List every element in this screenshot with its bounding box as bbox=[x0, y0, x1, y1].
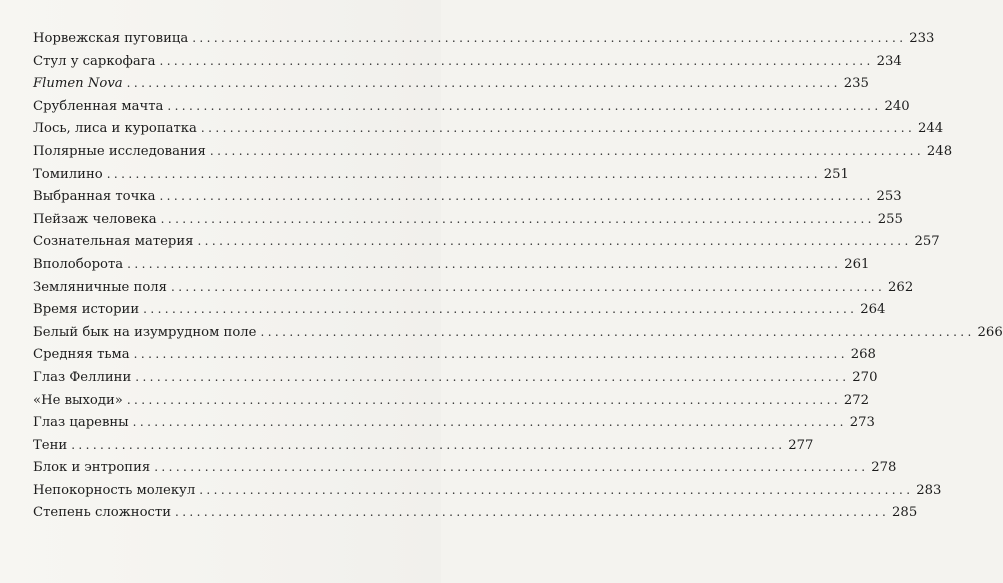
toc-entry-page-number: 257 bbox=[914, 234, 940, 250]
toc-entry bbox=[33, 343, 876, 366]
dot-leader: ................................................................................................... bbox=[127, 256, 842, 271]
toc-entry-page-number: 251 bbox=[823, 166, 849, 182]
table-of-contents bbox=[33, 27, 1003, 524]
toc-entry bbox=[33, 456, 897, 479]
toc-entry-title: Сознательная материя bbox=[33, 234, 194, 250]
toc-entry bbox=[33, 479, 942, 502]
dot-leader: ................................................................................................... bbox=[174, 505, 890, 520]
toc-entry bbox=[33, 95, 910, 118]
toc-entry-page-number: 244 bbox=[917, 121, 944, 137]
toc-entry-page-number: 248 bbox=[926, 143, 953, 159]
toc-entry-title: Непокорность молекул bbox=[33, 482, 196, 498]
toc-entry-page-number: 261 bbox=[844, 256, 870, 272]
toc-entry bbox=[33, 140, 953, 163]
toc-entry-title: Земляничные поля bbox=[33, 279, 167, 295]
toc-entry bbox=[33, 72, 869, 95]
toc-entry bbox=[33, 389, 870, 412]
dot-leader: ................................................................................................... bbox=[160, 211, 875, 226]
toc-entry-title: Стул у саркофага bbox=[33, 53, 156, 69]
toc-entry-page-number: 235 bbox=[843, 76, 869, 92]
toc-entry-title: Глаз царевны bbox=[33, 415, 129, 431]
dot-leader: ................................................................................................... bbox=[135, 369, 850, 384]
dot-leader: ................................................................................................... bbox=[132, 415, 847, 430]
dot-leader: ................................................................................................... bbox=[154, 460, 869, 475]
toc-entry-page-number: 264 bbox=[860, 302, 886, 318]
toc-entry bbox=[33, 27, 935, 50]
toc-entry-title: Лось, лиса и куропатка bbox=[33, 121, 197, 137]
toc-entry-page-number: 272 bbox=[843, 392, 870, 408]
toc-entry-title: Пейзаж человека bbox=[33, 211, 157, 227]
toc-entry-page-number: 283 bbox=[916, 482, 942, 498]
toc-entry bbox=[33, 501, 918, 524]
toc-entry bbox=[33, 434, 814, 457]
toc-entry bbox=[33, 411, 875, 434]
toc-entry bbox=[33, 366, 878, 389]
toc-entry bbox=[33, 208, 903, 231]
dot-leader: ................................................................................................... bbox=[170, 279, 886, 294]
toc-entry bbox=[33, 163, 849, 186]
toc-entry-title: Томилино bbox=[33, 166, 103, 182]
toc-entry-page-number: 240 bbox=[884, 98, 910, 114]
toc-entry-title: Полярные исследования bbox=[33, 143, 206, 159]
dot-leader: ................................................................................................... bbox=[133, 347, 848, 362]
toc-entry-page-number: 270 bbox=[852, 369, 878, 385]
toc-entry-title: Тени bbox=[33, 437, 68, 453]
dot-leader: ................................................................................................... bbox=[159, 53, 874, 68]
dot-leader: ................................................................................................... bbox=[71, 437, 786, 452]
toc-entry bbox=[33, 298, 886, 321]
toc-entry-page-number: 253 bbox=[876, 189, 902, 205]
toc-entry-page-number: 273 bbox=[849, 415, 875, 431]
dot-leader: ................................................................................................... bbox=[143, 302, 858, 317]
dot-leader: ................................................................................................... bbox=[199, 482, 914, 497]
toc-entry-page-number: 255 bbox=[877, 211, 903, 227]
toc-entry-title: Срубленная мачта bbox=[33, 98, 164, 114]
toc-entry-page-number: 233 bbox=[909, 31, 935, 46]
toc-entry-title: Flumen Nova bbox=[33, 76, 123, 92]
toc-entry-title: Вполоборота bbox=[33, 256, 124, 272]
toc-entry-page-number: 234 bbox=[876, 53, 902, 69]
toc-entry-title: Глаз Феллини bbox=[33, 369, 132, 385]
toc-entry-title: Степень сложности bbox=[33, 505, 171, 521]
toc-entry-page-number: 268 bbox=[850, 347, 876, 363]
toc-entry bbox=[33, 276, 914, 299]
dot-leader: ................................................................................................... bbox=[197, 234, 912, 249]
toc-entry bbox=[33, 117, 944, 140]
toc-entry-title: Средняя тьма bbox=[33, 347, 130, 363]
toc-entry-title: Блок и энтропия bbox=[33, 460, 151, 476]
dot-leader: ................................................................................................... bbox=[126, 76, 841, 91]
dot-leader: ................................................................................................... bbox=[209, 143, 925, 158]
dot-leader: ................................................................................................... bbox=[192, 31, 907, 45]
toc-entry-title: Время истории bbox=[33, 302, 140, 318]
dot-leader: ................................................................................................... bbox=[260, 324, 975, 339]
dot-leader: ................................................................................................... bbox=[106, 166, 821, 181]
toc-entry bbox=[33, 253, 870, 276]
dot-leader: ................................................................................................... bbox=[126, 392, 842, 407]
toc-entry bbox=[33, 185, 902, 208]
dot-leader: ................................................................................................... bbox=[167, 98, 882, 113]
toc-entry-page-number: 277 bbox=[788, 437, 814, 453]
toc-entry-page-number: 278 bbox=[871, 460, 897, 476]
toc-entry bbox=[33, 321, 1003, 344]
toc-entry bbox=[33, 230, 940, 253]
toc-entry-title: Норвежская пуговица bbox=[33, 31, 189, 46]
toc-entry-title: Белый бык на изумрудном поле bbox=[33, 324, 257, 340]
dot-leader: ................................................................................................... bbox=[159, 189, 874, 204]
toc-entry-page-number: 266 bbox=[977, 324, 1003, 340]
toc-entry-page-number: 285 bbox=[892, 505, 918, 521]
toc-entry-title: «Не выходи» bbox=[33, 392, 123, 408]
toc-entry-page-number: 262 bbox=[888, 279, 914, 295]
toc-entry-title: Выбранная точка bbox=[33, 189, 156, 205]
toc-entry bbox=[33, 50, 902, 73]
dot-leader: ................................................................................................... bbox=[200, 121, 916, 136]
